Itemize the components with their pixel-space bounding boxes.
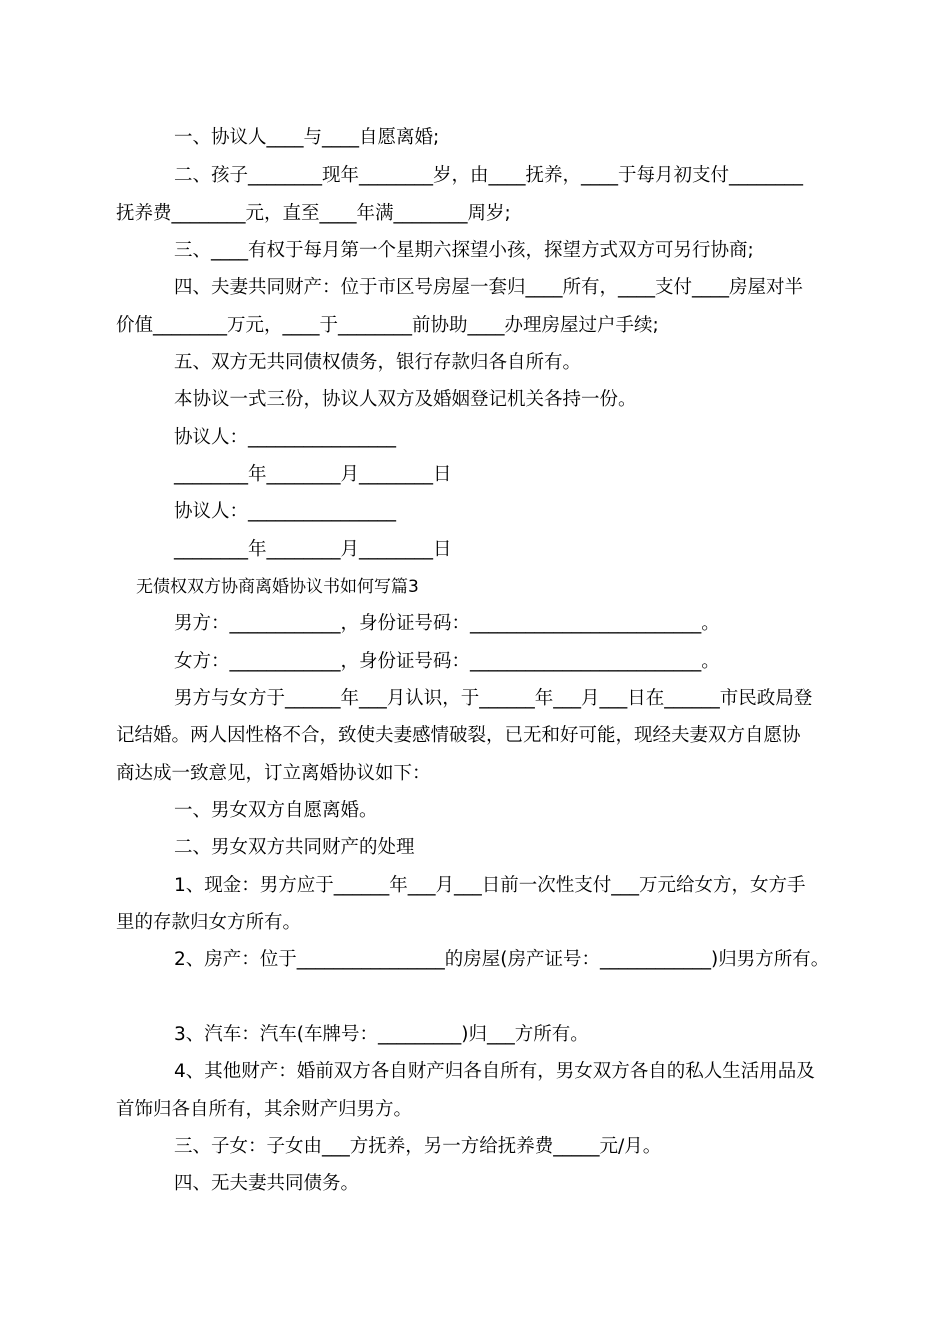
item-3-children: 三、子女：子女由___方抚养，另一方给抚养费_____元/月。 [174, 1136, 662, 1157]
marriage-registration-cont-1: 记结婚。两人因性格不合，致使夫妻感情破裂，已无和好可能，现经夫妻双方自愿协 [116, 725, 801, 746]
property-other: 4、其他财产：婚前双方各自财产归各自所有，男女双方各自的私人生活用品及 [174, 1061, 815, 1082]
agreement-clause-4-cont: 价值________万元，____于________前协助____办理房屋过户手续; [116, 315, 659, 336]
property-house: 2、房产：位于________________的房屋(房产证号：____________)归男方所有。 [174, 949, 830, 970]
signatory-2-date: ________年________月________日 [174, 539, 452, 560]
property-other-cont: 首饰归各自所有，其余财产归男方。 [116, 1099, 413, 1120]
agreement-clause-3: 三、____有权于每月第一个星期六探望小孩，探望方式双方可另行协商; [174, 240, 754, 261]
marriage-registration-cont-2: 商达成一致意见，订立离婚协议如下： [116, 763, 431, 784]
property-cash: 1、现金：男方应于______年___月___日前一次性支付___万元给女方，女方手 [174, 875, 806, 896]
section-heading: 无债权双方协商离婚协议书如何写篇3 [136, 577, 419, 597]
marriage-registration-line: 男方与女方于______年___月认识，于______年___月___日在______市民政局登 [174, 688, 813, 709]
male-party-line: 男方：____________，身份证号码：_________________________。 [174, 613, 720, 634]
agreement-clause-4: 四、夫妻共同财产：位于市区号房屋一套归____所有，____支付____房屋对半 [174, 277, 804, 298]
signatory-1: 协议人：________________ [174, 427, 397, 448]
signatory-1-date: ________年________月________日 [174, 464, 452, 485]
item-1-divorce: 一、男女双方自愿离婚。 [174, 800, 378, 821]
agreement-clause-2-cont: 抚养费________元，直至____年满________周岁; [116, 203, 511, 224]
signatory-2: 协议人：________________ [174, 501, 397, 522]
property-car: 3、汽车：汽车(车牌号：_________)归___方所有。 [174, 1024, 589, 1045]
female-party-line: 女方：____________，身份证号码：_________________________。 [174, 651, 720, 672]
agreement-copies-note: 本协议一式三份，协议人双方及婚姻登记机关各持一份。 [174, 389, 637, 410]
agreement-clause-5: 五、双方无共同债权债务，银行存款归各自所有。 [174, 352, 582, 373]
item-2-property: 二、男女双方共同财产的处理 [174, 837, 415, 858]
agreement-clause-2: 二、孩子________现年________岁，由____抚养，____于每月初支付________ [174, 165, 804, 186]
property-cash-cont: 里的存款归女方所有。 [116, 912, 302, 933]
agreement-clause-1: 一、协议人____与____自愿离婚; [174, 127, 440, 148]
item-4-debts: 四、无夫妻共同债务。 [174, 1173, 360, 1194]
